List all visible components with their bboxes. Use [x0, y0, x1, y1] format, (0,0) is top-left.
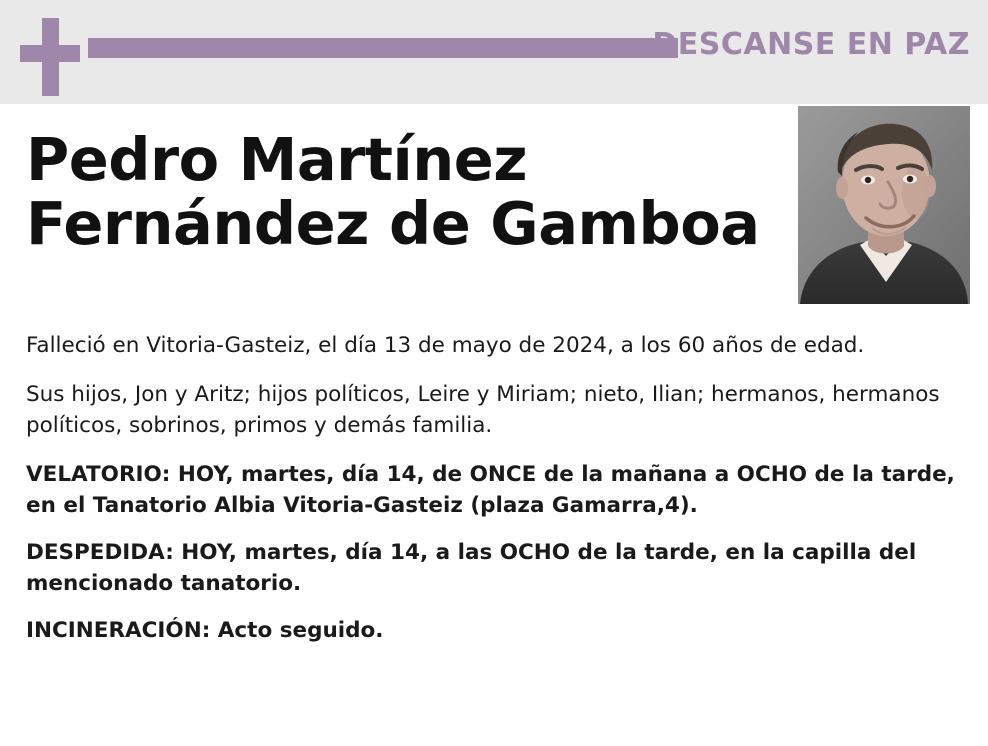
- notice-body: [26, 330, 956, 646]
- deceased-name-line-2: Fernández de Gamboa: [26, 189, 760, 258]
- avatar: [798, 106, 970, 304]
- page-title: [26, 125, 816, 258]
- paragraph-despedida: DESPEDIDA: HOY, martes, día 14, a las OCHO de la tarde, en la capilla del mencionado tanatorio.: [26, 540, 917, 596]
- deceased-name-line-1: Pedro Martínez: [26, 125, 528, 194]
- paragraph-incineracion: INCINERACIÓN: Acto seguido.: [26, 618, 384, 643]
- paragraph-family: Sus hijos, Jon y Aritz; hijos políticos, Leire y Miriam; nieto, Ilian; hermanos, hermanos políticos, sobrinos, primos y demás familia.: [26, 382, 940, 438]
- banner-rule: [88, 38, 678, 58]
- cross-horizontal-bar: [20, 45, 80, 62]
- banner-title: DESCANSE EN PAZ: [652, 27, 970, 62]
- cross-icon: [20, 18, 80, 96]
- banner: [0, 0, 988, 104]
- paragraph-velatorio: VELATORIO: HOY, martes, día 14, de ONCE de la mañana a OCHO de la tarde, en el Tanatorio Albia Vitoria-Gasteiz (plaza Gamarra,4).: [26, 462, 955, 518]
- portrait-photo: [798, 106, 970, 304]
- paragraph-death-notice: Falleció en Vitoria-Gasteiz, el día 13 de mayo de 2024, a los 60 años de edad.: [26, 333, 865, 358]
